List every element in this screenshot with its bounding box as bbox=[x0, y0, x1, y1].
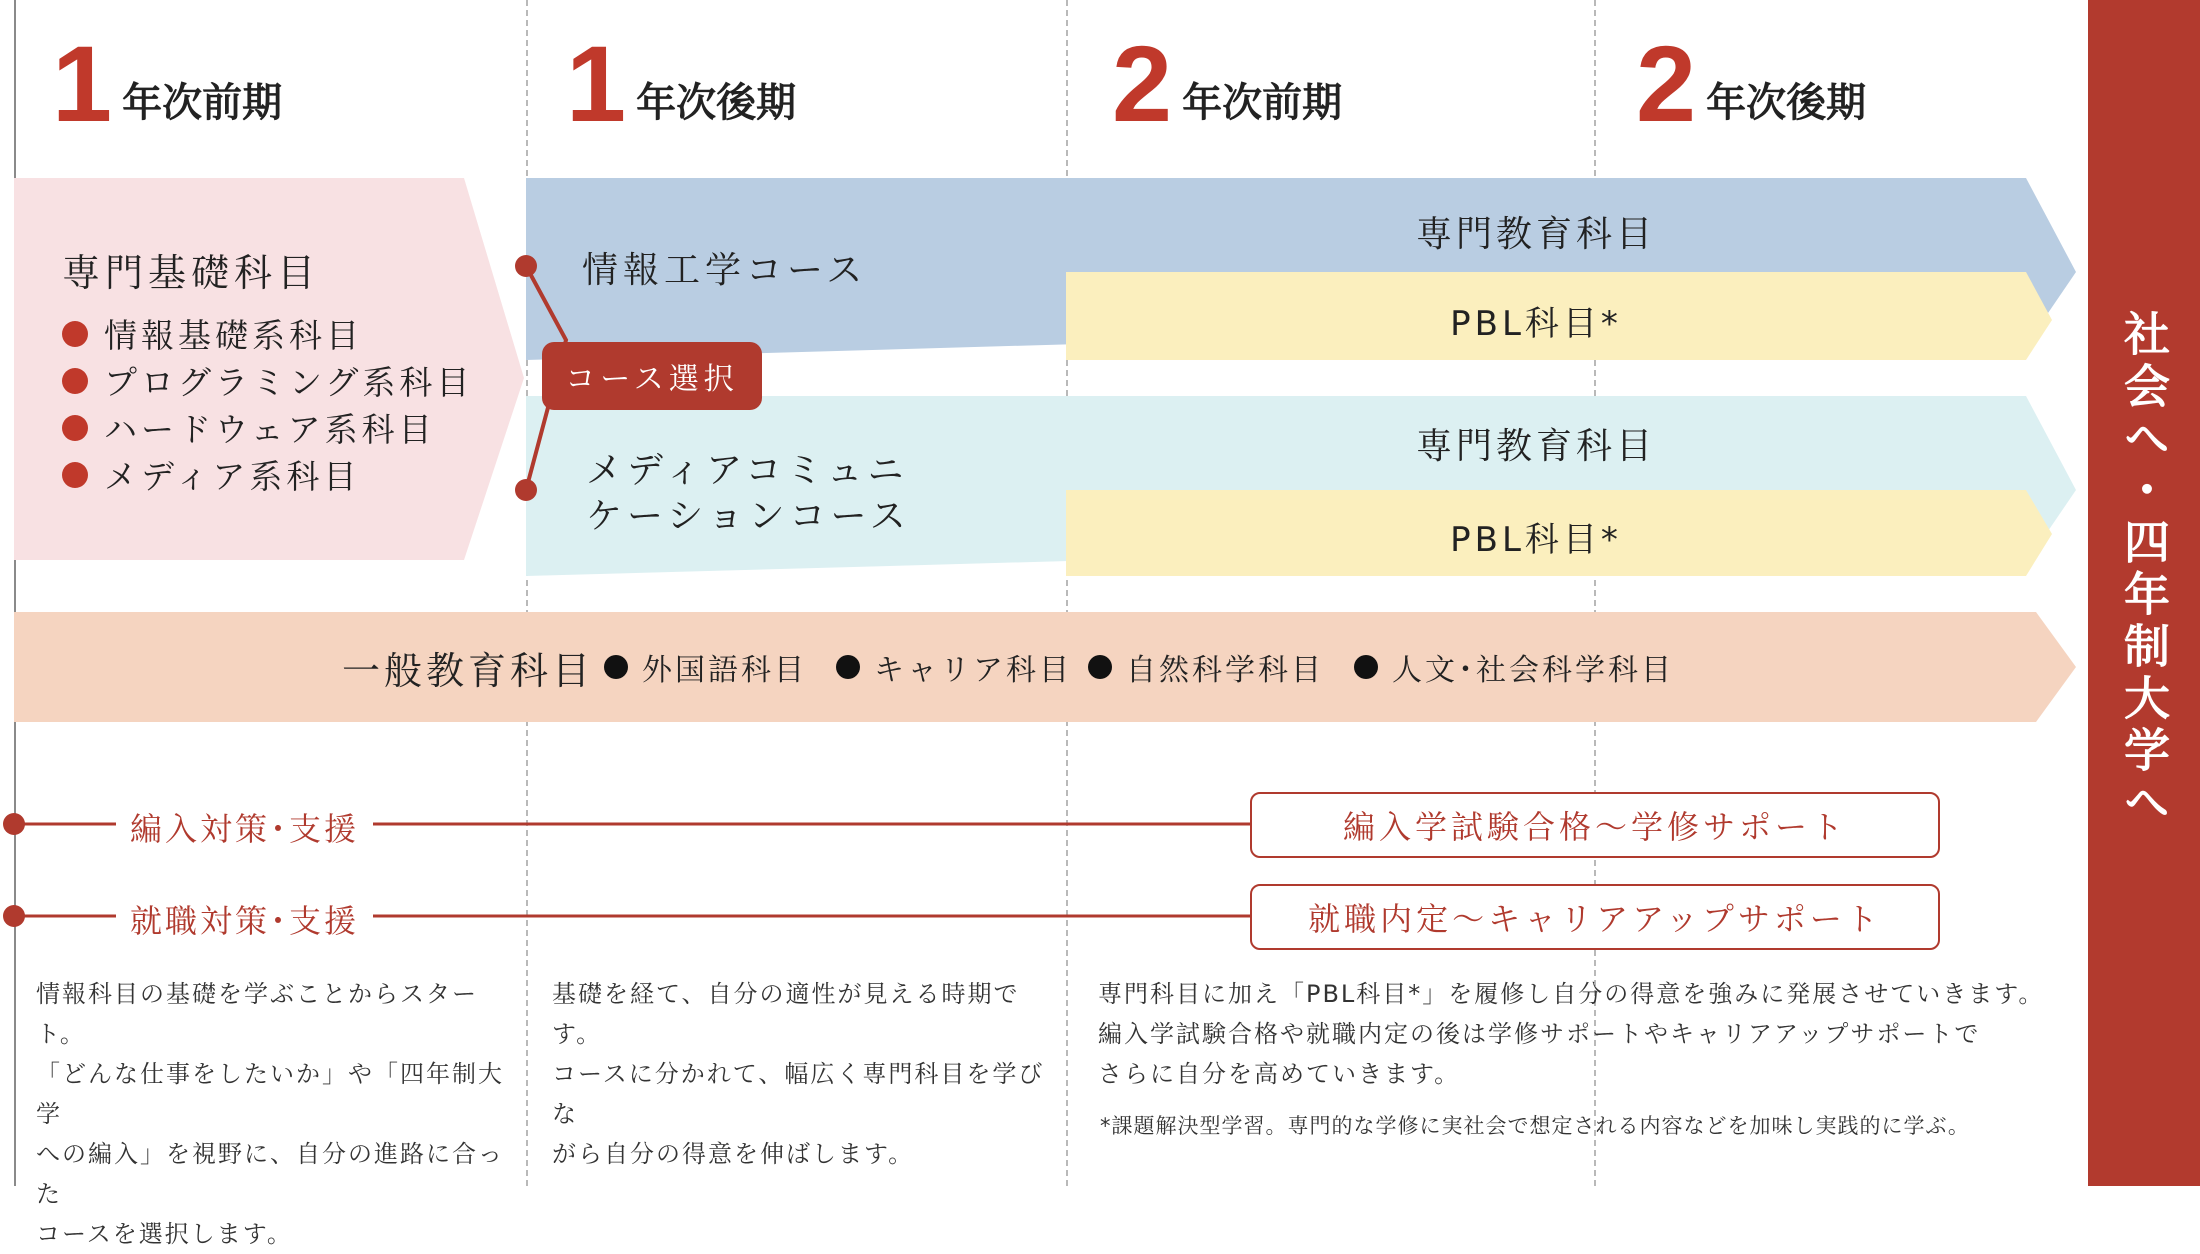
description-line: 基礎を経て、自分の適性が見える時期です。 bbox=[552, 980, 1020, 1048]
semester-year-number: 1 bbox=[566, 23, 627, 144]
course1-specialty-label: 専門教育科目 bbox=[1415, 214, 1656, 255]
transfer-support-dot bbox=[3, 813, 25, 835]
course2-specialty-label: 専門教育科目 bbox=[1415, 426, 1656, 467]
course-name-line: ケーションコース bbox=[586, 496, 911, 537]
description-line: さらに自分を高めていきます。 bbox=[1098, 1060, 1461, 1088]
semester-label: 年次前期 bbox=[1182, 80, 1343, 126]
description-line: 編入学試験合格や就職内定の後は学修サポートやキャリアアップサポートで bbox=[1098, 1020, 1981, 1048]
semester-label: 年次後期 bbox=[1706, 80, 1867, 126]
description-line: コースを選択します。 bbox=[36, 1220, 293, 1248]
semester-year-number: 2 bbox=[1112, 23, 1173, 144]
bullet-icon bbox=[604, 655, 628, 679]
bullet-icon bbox=[1354, 655, 1378, 679]
basic-subject-label: ハードウェア系科目 bbox=[104, 410, 436, 449]
basic-subject-label: プログラミング系科目 bbox=[104, 363, 474, 402]
course-name-line: 情報工学コース bbox=[582, 250, 868, 291]
description-line: がら自分の得意を伸ばします。 bbox=[552, 1140, 915, 1168]
basic-subjects-title: 専門基礎科目 bbox=[62, 251, 321, 295]
course1-pbl-label: PBL科目* bbox=[1450, 304, 1622, 344]
description-year1-second bbox=[552, 974, 1062, 1174]
description-line: 情報科目の基礎を学ぶことからスタート。 bbox=[36, 980, 478, 1048]
description-line: への編入」を視野に、自分の進路に合った bbox=[36, 1140, 504, 1208]
course-select-badge: コース選択 bbox=[542, 342, 762, 410]
transfer-support-label: 編入対策･支援 bbox=[116, 804, 373, 850]
course-name-media-communication bbox=[586, 448, 911, 540]
general-subject-label: 自然科学科目 bbox=[1126, 653, 1324, 688]
semester-year-number: 1 bbox=[52, 23, 113, 144]
transfer-support-box: 編入学試験合格〜学修サポート bbox=[1250, 792, 1940, 858]
connector-dot-top bbox=[515, 255, 537, 277]
general-subject-label: キャリア科目 bbox=[874, 653, 1072, 688]
basic-subject-item bbox=[62, 451, 360, 498]
general-subjects-title: 一般教育科目 bbox=[342, 648, 595, 693]
description-line: 「どんな仕事をしたいか」や「四年制大学 bbox=[36, 1060, 504, 1128]
general-subject-label: 人文･社会科学科目 bbox=[1392, 653, 1674, 688]
general-subjects-row bbox=[342, 612, 594, 722]
general-subject-label: 外国語科目 bbox=[642, 653, 807, 688]
description-line: コースに分かれて、幅広く専門科目を学びな bbox=[552, 1060, 1045, 1128]
course2-pbl-label: PBL科目* bbox=[1450, 520, 1622, 560]
course-name-info-engineering bbox=[582, 248, 867, 294]
general-subject-item bbox=[1354, 612, 1674, 722]
bullet-icon bbox=[1088, 655, 1112, 679]
career-support-box: 就職内定〜キャリアアップサポート bbox=[1250, 884, 1940, 950]
basic-subject-item bbox=[62, 404, 436, 451]
semester-year-number: 2 bbox=[1636, 23, 1697, 144]
bullet-icon bbox=[62, 368, 88, 394]
semester-label: 年次前期 bbox=[122, 80, 283, 126]
general-subject-item bbox=[836, 612, 1072, 722]
career-support-dot bbox=[3, 905, 25, 927]
connector-dot-bottom bbox=[515, 479, 537, 501]
semester-label: 年次後期 bbox=[636, 80, 797, 126]
description-line: 専門科目に加え「PBL科目*」を履修し自分の得意を強みに発展させていきます。 bbox=[1098, 980, 2045, 1008]
career-support-label: 就職対策･支援 bbox=[116, 896, 373, 942]
bullet-icon bbox=[836, 655, 860, 679]
description-year1-first bbox=[36, 974, 516, 1254]
bullet-icon bbox=[62, 321, 88, 347]
basic-subject-label: 情報基礎系科目 bbox=[104, 316, 363, 355]
course-name-line: メディアコミュニ bbox=[586, 450, 909, 491]
basic-subject-item bbox=[62, 310, 363, 357]
description-year2 bbox=[1098, 974, 2058, 1094]
general-subject-item bbox=[604, 612, 807, 722]
destination-sidebar-text: 社会へ・四年制大学へ bbox=[2117, 310, 2171, 830]
bullet-icon bbox=[62, 415, 88, 441]
basic-subject-item bbox=[62, 357, 473, 404]
basic-subject-label: メディア系科目 bbox=[104, 457, 361, 496]
bullet-icon bbox=[62, 462, 88, 488]
general-subject-item bbox=[1088, 612, 1324, 722]
pbl-footnote: *課題解決型学習。専門的な学修に実社会で想定される内容などを加味し実践的に学ぶ。 bbox=[1100, 1114, 1970, 1138]
